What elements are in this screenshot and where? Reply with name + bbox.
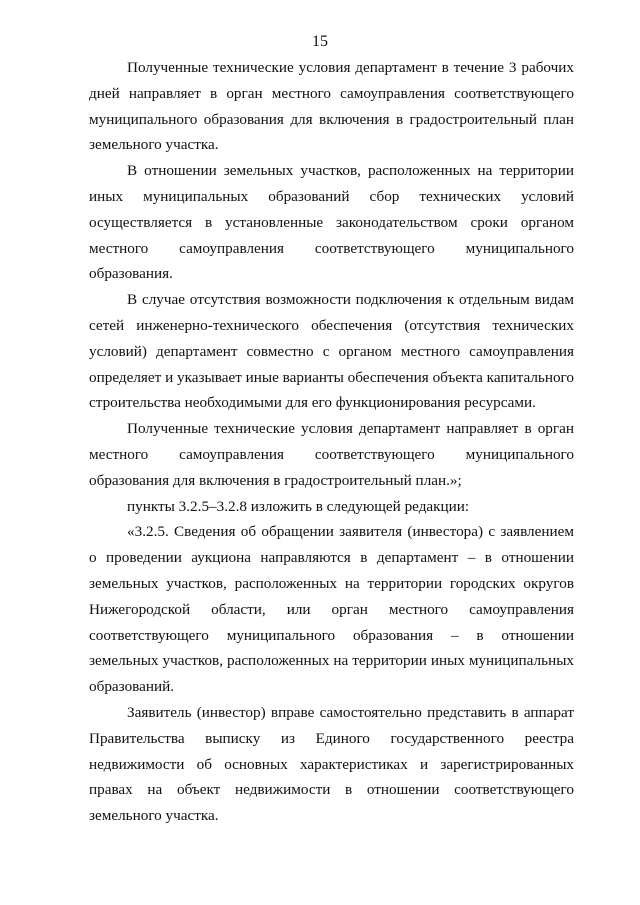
paragraph-conditions-to-local-government: Полученные технические условия департамент направляет в орган местного самоуправления соответствующего муниципального образования для включения в градостроительный план.»;	[89, 420, 574, 489]
paragraph-technical-conditions-transfer: Полученные технические условия департамент в течение 3 рабочих дней направляет в орган местного самоуправления соответствующего муниципального образования для включения в градостроительный план земельного участка.	[89, 59, 574, 154]
paragraph-amendment-instruction: пункты 3.2.5–3.2.8 изложить в следующей редакции:	[127, 497, 470, 515]
paragraph-clause-3-2-5: «3.2.5. Сведения об обращении заявителя (инвестора) с заявлением о проведении аукциона направляются в департамент – в отношении земельных участков, расположенных на территории городских округов Нижегородской области, или орган местного самоуправления соответствующего муниципального образования – в отношении земельных участков, расположенных на территории иных муниципальных образований.	[89, 523, 574, 696]
paragraph-applicant-extract: Заявитель (инвестор) вправе самостоятельно представить в аппарат Правительства выписку из Единого государственного реестра недвижимости об основных характеристиках и зарегистрированных правах на объект недвижимости в отношении соответствующего земельного участка.	[89, 703, 574, 825]
page-number: 15	[312, 33, 328, 50]
document-body	[89, 55, 574, 829]
paragraph-no-connection-possibility: В случае отсутствия возможности подключения к отдельным видам сетей инженерно-технического обеспечения (отсутствия технических условий) департамент совместно с органом местного самоуправления определяет и указывает иные варианты обеспечения объекта капитального строительства необходимыми для его функционирования ресурсами.	[89, 291, 574, 412]
paragraph-other-municipalities: В отношении земельных участков, расположенных на территории иных муниципальных образований сбор технических условий осуществляется в установленные законодательством сроки органом местного самоуправления соответствующего муниципального образования.	[89, 162, 574, 283]
